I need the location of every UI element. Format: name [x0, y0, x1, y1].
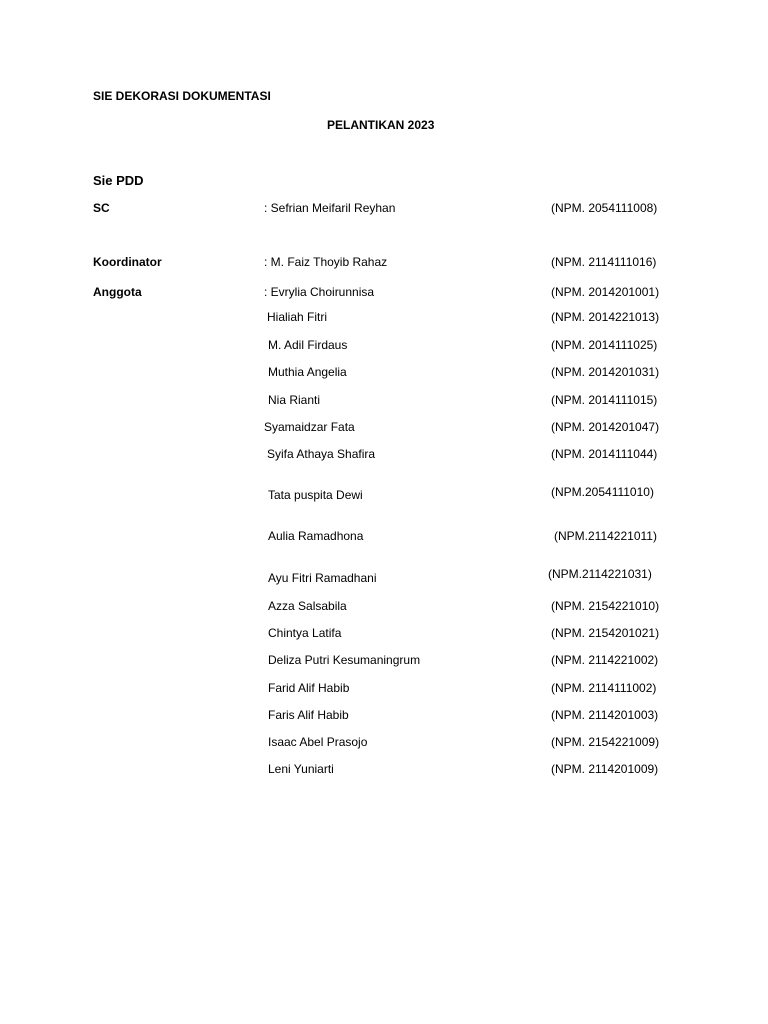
member-npm: (NPM.2054111010): [551, 485, 654, 499]
member-row: [0, 419, 768, 435]
section-label: Sie PDD: [93, 173, 144, 188]
member-row: [0, 598, 768, 614]
member-name: Aulia Ramadhona: [268, 529, 364, 543]
member-name: Ayu Fitri Ramadhani: [268, 571, 377, 585]
member-row: [0, 309, 768, 325]
member-row: [0, 392, 768, 408]
member-name: : M. Faiz Thoyib Rahaz: [264, 255, 388, 269]
member-npm: (NPM. 2114201003): [551, 708, 659, 722]
member-npm: (NPM. 2114111016): [551, 255, 657, 269]
member-name: M. Adil Firdaus: [268, 338, 348, 352]
member-npm: (NPM. 2014201047): [551, 420, 660, 434]
member-row: [0, 734, 768, 750]
member-name: Tata puspita Dewi: [268, 488, 363, 502]
member-row: [0, 652, 768, 668]
member-row: [0, 337, 768, 353]
member-row: [0, 528, 768, 544]
member-npm: (NPM. 2154221009): [551, 735, 660, 749]
member-name: Chintya Latifa: [268, 626, 342, 640]
member-row: [0, 680, 768, 696]
member-name: Leni Yuniarti: [268, 762, 334, 776]
member-row: [0, 566, 768, 585]
member-name: Muthia Angelia: [268, 365, 347, 379]
member-row: [0, 284, 768, 300]
member-name: : Evrylia Choirunnisa: [264, 285, 375, 299]
member-npm: (NPM. 2114111002): [551, 681, 657, 695]
member-npm: (NPM. 2154221010): [551, 599, 660, 613]
member-npm: (NPM. 2114221002): [551, 653, 659, 667]
member-npm: (NPM.2114221031): [548, 567, 652, 581]
member-row: [0, 364, 768, 380]
member-npm: (NPM. 2014111015): [551, 393, 658, 407]
member-row: [0, 625, 768, 641]
member-npm: (NPM. 2114201009): [551, 762, 659, 776]
member-role: Anggota: [93, 285, 142, 299]
member-row: [0, 761, 768, 777]
document-title: SIE DEKORASI DOKUMENTASI: [93, 89, 271, 103]
member-name: Nia Rianti: [268, 393, 321, 407]
member-name: Hialiah Fitri: [267, 310, 328, 324]
member-npm: (NPM.2114221011): [554, 529, 657, 543]
document-subtitle: PELANTIKAN 2023: [327, 118, 435, 132]
member-name: : Sefrian Meifaril Reyhan: [264, 201, 396, 215]
member-row: [0, 707, 768, 723]
member-row: [0, 446, 768, 462]
member-name: Faris Alif Habib: [268, 708, 349, 722]
member-row: [0, 200, 768, 216]
member-npm: (NPM. 2014201031): [551, 365, 660, 379]
member-name: Farid Alif Habib: [268, 681, 350, 695]
member-row: [0, 484, 768, 500]
member-role: SC: [93, 201, 110, 215]
member-npm: (NPM. 2014221013): [551, 310, 660, 324]
member-name: Deliza Putri Kesumaningrum: [268, 653, 421, 667]
member-name: Isaac Abel Prasojo: [268, 735, 368, 749]
member-npm: (NPM. 2054111008): [551, 201, 658, 215]
member-npm: (NPM. 2154201021): [551, 626, 660, 640]
member-name: Syamaidzar Fata: [264, 420, 355, 434]
member-row: [0, 254, 768, 270]
member-npm: (NPM. 2014111025): [551, 338, 658, 352]
member-npm: (NPM. 2014111044): [551, 447, 658, 461]
member-name: Azza Salsabila: [268, 599, 347, 613]
member-name: Syifa Athaya Shafira: [267, 447, 376, 461]
member-npm: (NPM. 2014201001): [551, 285, 660, 299]
member-role: Koordinator: [93, 255, 162, 269]
